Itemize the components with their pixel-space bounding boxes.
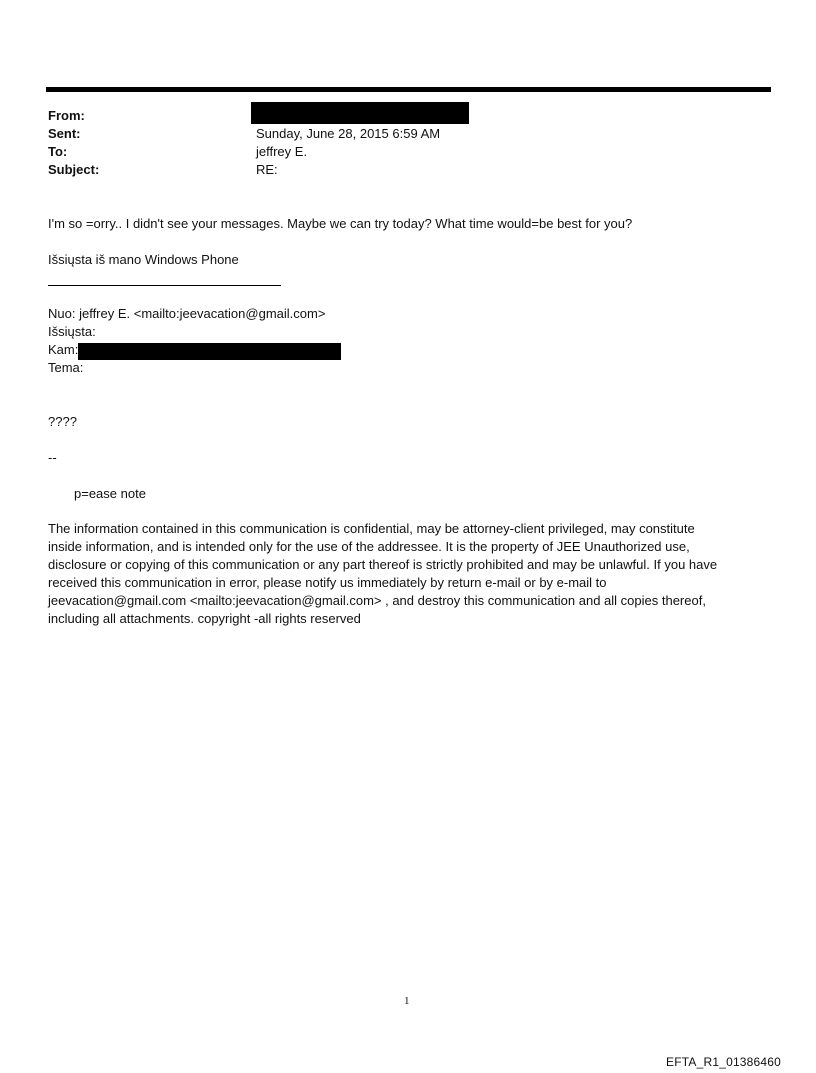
disclaimer-line: jeevacation@gmail.com <mailto:jeevacation@gmail.com> , and destroy this communication and all copies thereof, [48,593,706,608]
from-redaction [251,102,469,124]
signature-divider [48,285,281,286]
message-text: I'm so =orry.. I didn't see your messages. Maybe we can try today? What time would=be best for you? [48,216,633,231]
quoted-subject: Tema: [48,360,84,375]
from-label: From: [48,108,85,123]
signature-dashes: -- [48,450,57,465]
subject-value: RE: [256,162,278,177]
bates-number: EFTA_R1_01386460 [666,1055,782,1069]
to-redaction [78,343,341,360]
to-label: To: [48,144,68,159]
quoted-sent: Išsiųsta: [48,324,96,339]
disclaimer-line: received this communication in error, please notify us immediately by return e-mail or by e-mail to [48,575,607,590]
sent-label: Sent: [48,126,81,141]
header-top-rule [46,87,771,92]
to-value: jeffrey E. [256,144,308,159]
subject-label: Subject: [48,162,100,177]
please-note: p=ease note [74,486,146,501]
sent-value: Sunday, June 28, 2015 6:59 AM [256,126,441,141]
mobile-signature: Išsiųsta iš mano Windows Phone [48,252,239,267]
confidentiality-disclaimer [48,520,768,628]
disclaimer-line: including all attachments. copyright -all rights reserved [48,611,361,626]
quoted-from: Nuo: jeffrey E. <mailto:jeevacation@gmail.com> [48,306,326,321]
quoted-to-label: Kam: [48,342,79,357]
disclaimer-line: inside information, and is intended only for the use of the addressee. It is the property of JEE Unauthorized use, [48,539,690,554]
disclaimer-line: The information contained in this communication is confidential, may be attorney-client privileged, may constitute [48,521,695,536]
quoted-question: ???? [48,414,77,429]
page-number: 1 [404,995,410,1007]
disclaimer-line: disclosure or copying of this communication or any part thereof is strictly prohibited and may be unlawful. If you have [48,557,718,572]
